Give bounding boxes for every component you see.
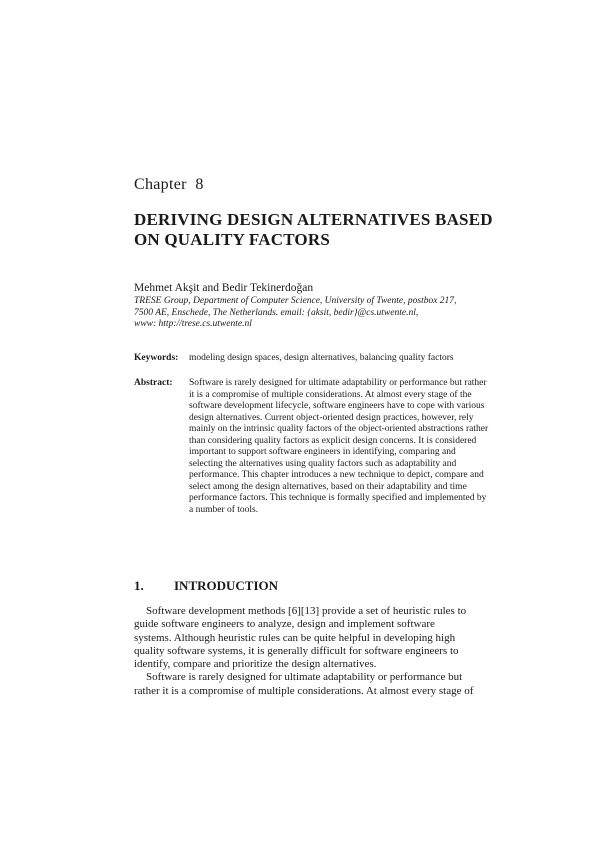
body-line: guide software engineers to analyze, design and implement software (134, 618, 435, 631)
affiliation-line: 7500 AE, Enschede, The Netherlands. email: {aksit, bedir}@cs.utwente.nl, (134, 307, 419, 318)
affiliation-line: TRESE Group, Department of Computer Science, University of Twente, postbox 217, (134, 296, 457, 306)
abstract-line: select among the design alternatives, based on their adaptability and time (189, 481, 467, 492)
body-line: rather it is a compromise of multiple considerations. At almost every stage of (134, 684, 474, 697)
keywords-text: modeling design spaces, design alternatives, balancing quality factors (189, 353, 454, 363)
body-line: Software development methods [6][13] provide a set of heuristic rules to (146, 605, 467, 617)
abstract-line: a number of tools. (189, 504, 259, 515)
abstract-line: than considering quality factors as explicit design concerns. It is considered (189, 435, 477, 446)
section-number: 1. (134, 578, 144, 593)
section-title: INTRODUCTION (174, 578, 279, 593)
abstract-line: selecting the alternatives using quality factors such as adaptability and (189, 458, 457, 469)
chapter-label: Chapter 8 (134, 176, 204, 193)
body-line: quality software systems, it is generally difficult for software engineers to (134, 644, 459, 657)
abstract-line: performance. This chapter introduces a new technique to depict, compare and (189, 470, 484, 480)
abstract-line: it is a compromise of multiple considerations. At almost every stage of the (189, 389, 472, 400)
abstract-line: software development lifecycle, software engineers have to cope with various (189, 401, 485, 411)
affiliation (134, 296, 504, 331)
authors: Mehmet Akşit and Bedir Tekinerdoğan (134, 282, 314, 294)
body-text (134, 605, 476, 698)
abstract-label: Abstract: (134, 378, 173, 388)
abstract-text (189, 378, 489, 516)
abstract-line: important to support software engineers in identifying, comparing and (189, 447, 456, 457)
chapter-title: DERIVING DESIGN ALTERNATIVES BASED ON QUALITY FACTORS (134, 210, 493, 249)
keywords-label: Keywords: (134, 353, 179, 363)
abstract-line: Software is rarely designed for ultimate adaptability or performance but rather (189, 378, 487, 388)
abstract-line: design alternatives. Current object-oriented design practices, however, rely (189, 412, 474, 423)
body-line: identify, compare and prioritize the design alternatives. (134, 658, 377, 671)
body-line: Software is rarely designed for ultimate adaptability or performance but (146, 671, 463, 684)
abstract-line: performance factors. This technique is formally specified and implemented by (189, 493, 487, 503)
abstract-line: mainly on the intrinsic quality factors of the object-oriented abstractions rather (189, 424, 489, 434)
affiliation-line: www: http://trese.cs.utwente.nl (134, 319, 252, 329)
body-line: systems. Although heuristic rules can be quite helpful in developing high (134, 631, 456, 644)
